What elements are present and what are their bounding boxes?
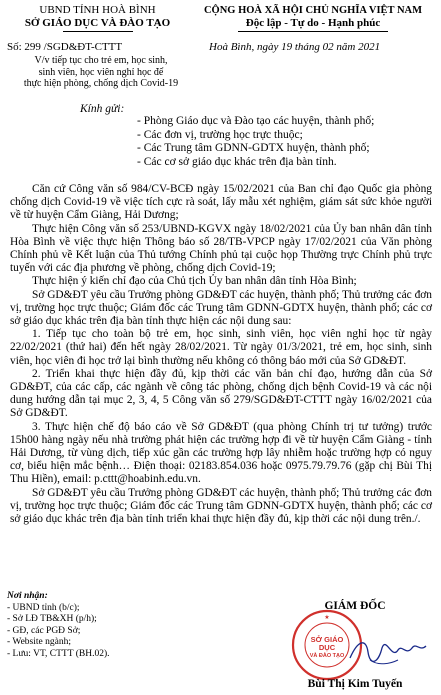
body-paragraph: Sở GD&ĐT yêu cầu Trưởng phòng GD&ĐT các huyện, thành phố; Thủ trưởng các đơn vị, trường học trực thuộc; Giám đốc các Trung tâm GDNN-GDTX huyện, thành phố; các cơ sở giáo dục khác trên địa bàn tỉnh thực hiện các nội dung sau: xyxy=(10,288,432,328)
svg-text:SỞ GIÁO: SỞ GIÁO xyxy=(310,635,344,644)
recipient-item: - Phòng Giáo dục và Đào tạo các huyện, thành phố; xyxy=(137,115,375,127)
signature-block xyxy=(270,600,440,690)
recipient-item: - Các Trung tâm GDNN-GDTX huyện, thành phố; xyxy=(137,142,370,154)
agency-name: UBND TỈNH HOÀ BÌNH xyxy=(39,4,156,16)
body-paragraph: 1. Tiếp tục cho toàn bộ trẻ em, học sinh, sinh viên, học viên nghỉ học từ ngày 22/02/2021 (thứ hai) đến hết ngày 28/02/2021. Từ ngày 01/3/2021, trẻ em, học sinh, sinh viên, học viên đi học trở lại bình thường nếu không có thông báo mới của Sở GD&ĐT. xyxy=(10,328,432,367)
body-paragraph: Thực hiện ý kiến chỉ đạo của Chủ tịch Ủy ban nhân dân tỉnh Hòa Bình; xyxy=(32,275,357,288)
header-right xyxy=(185,4,441,32)
document-number: Số: 299 /SGD&ĐT-CTTT xyxy=(7,41,123,53)
body-paragraph: 3. Thực hiện chế độ báo cáo về Sở GD&ĐT (qua phòng Chính trị tư tưởng) trước 15h00 hàng ngày nếu nhà trường phát hiện các trường hợp đi về từ huyện Cẩm Giàng - tỉnh Hải Dương, từ vùng dịch, tiếp xúc gần các trường hợp lây nhiễm hoặc trường hợp có nguy cơ, biểu hiện mắc bệnh… Điện thoại: 02183.854.036 hoặc 0975.79.79.76 (gặp chị Bùi Thị Thu Hiền), email: p.cttt@hoabinh.edu.vn. xyxy=(10,420,432,486)
subject-line: V/v tiếp tục cho trẻ em, học sinh, xyxy=(34,55,168,66)
header-left xyxy=(0,4,195,32)
body-paragraph: Căn cứ Công văn số 984/CV-BCĐ ngày 15/02/2021 của Ban chỉ đạo Quốc gia phòng chống dịch Covid-19 về việc tích cực rà soát, lấy mẫu xét nghiệm, giám sát sức khỏe người về từ huyện Cẩm Giàng, Hải Dương; xyxy=(10,183,432,222)
receiver-item: - Website ngành; xyxy=(7,637,71,647)
body-paragraph: 2. Triển khai thực hiện đầy đủ, kịp thời các văn bản chỉ đạo, hướng dẫn của Sở GD&ĐT, của các cấp, các ngành về công tác phòng, chống dịch bệnh Covid-19 và các nội dung hướng dẫn tại mục 2, 3, 4, 5 Công văn số 279/SGD&ĐT-CTTT ngày 16/02/2021 của Sở GD&ĐT. xyxy=(10,367,432,420)
receivers-title: Nơi nhận: xyxy=(7,591,48,601)
recipient-list xyxy=(137,115,374,169)
receiver-item: - Sở LĐ TB&XH (p/h); xyxy=(7,614,97,624)
department-name: SỞ GIÁO DỤC VÀ ĐÀO TẠO xyxy=(24,17,171,29)
recipient-item: - Các đơn vị, trường học trực thuộc; xyxy=(137,128,303,141)
svg-text:★: ★ xyxy=(324,615,330,621)
signer-name: Bùi Thị Kim Tuyến xyxy=(307,678,403,690)
motto: Độc lập - Tự do - Hạnh phúc xyxy=(245,17,381,29)
subject-line: thực hiện phòng, chống dịch Covid-19 xyxy=(23,78,179,89)
receiver-item: - UBND tỉnh (b/c); xyxy=(7,602,80,613)
subject xyxy=(7,55,195,90)
signer-role: GIÁM ĐỐC xyxy=(324,600,386,612)
receivers-block xyxy=(7,591,110,660)
svg-text:VÀ ĐÀO TẠO: VÀ ĐÀO TẠO xyxy=(309,653,345,659)
nation-title: CỘNG HOÀ XÃ HỘI CHỦ NGHĨA VIỆT NAM xyxy=(203,5,423,16)
salutation: Kính gửi: xyxy=(80,103,125,115)
department-underline xyxy=(63,31,133,32)
body-paragraph: Sở GD&ĐT yêu cầu Trưởng phòng GD&ĐT các huyện, thành phố; Thủ trưởng các đơn vị, trường học trực thuộc; Giám đốc các Trung tâm GDNN-GDTX huyện, thành phố; các cơ sở giáo dục khác trên địa bàn tỉnh triển khai thực hiện đầy đủ, kịp thời các nội dung trên./. xyxy=(10,486,432,526)
subject-line: sinh viên, học viên nghỉ học để xyxy=(38,66,164,78)
handwritten-signature xyxy=(348,630,428,670)
body-paragraph: Thực hiện Công văn số 253/UBND-KGVX ngày 18/02/2021 của Ủy ban nhân dân tỉnh Hòa Bình về việc thực hiện Thông báo số 28/TB-VPCP ngày 17/02/2021 của Văn phòng Chính phủ về Kết luận của Thủ tướng Chính phủ tại cuộc họp Thường trực Chính phủ trực tuyến với các địa phương về phòng, chống dịch Covid-19; xyxy=(10,222,432,275)
receiver-item: - GĐ, các PGĐ Sở; xyxy=(7,625,81,636)
document-body xyxy=(10,183,432,526)
svg-text:DỤC: DỤC xyxy=(318,643,336,652)
document-date: Hoà Bình, ngày 19 tháng 02 năm 2021 xyxy=(209,41,381,53)
motto-underline xyxy=(238,31,388,32)
recipient-item: - Các cơ sở giáo dục khác trên địa bàn tỉnh. xyxy=(137,155,337,168)
receiver-item: - Lưu: VT, CTTT (BH.02). xyxy=(7,648,110,659)
